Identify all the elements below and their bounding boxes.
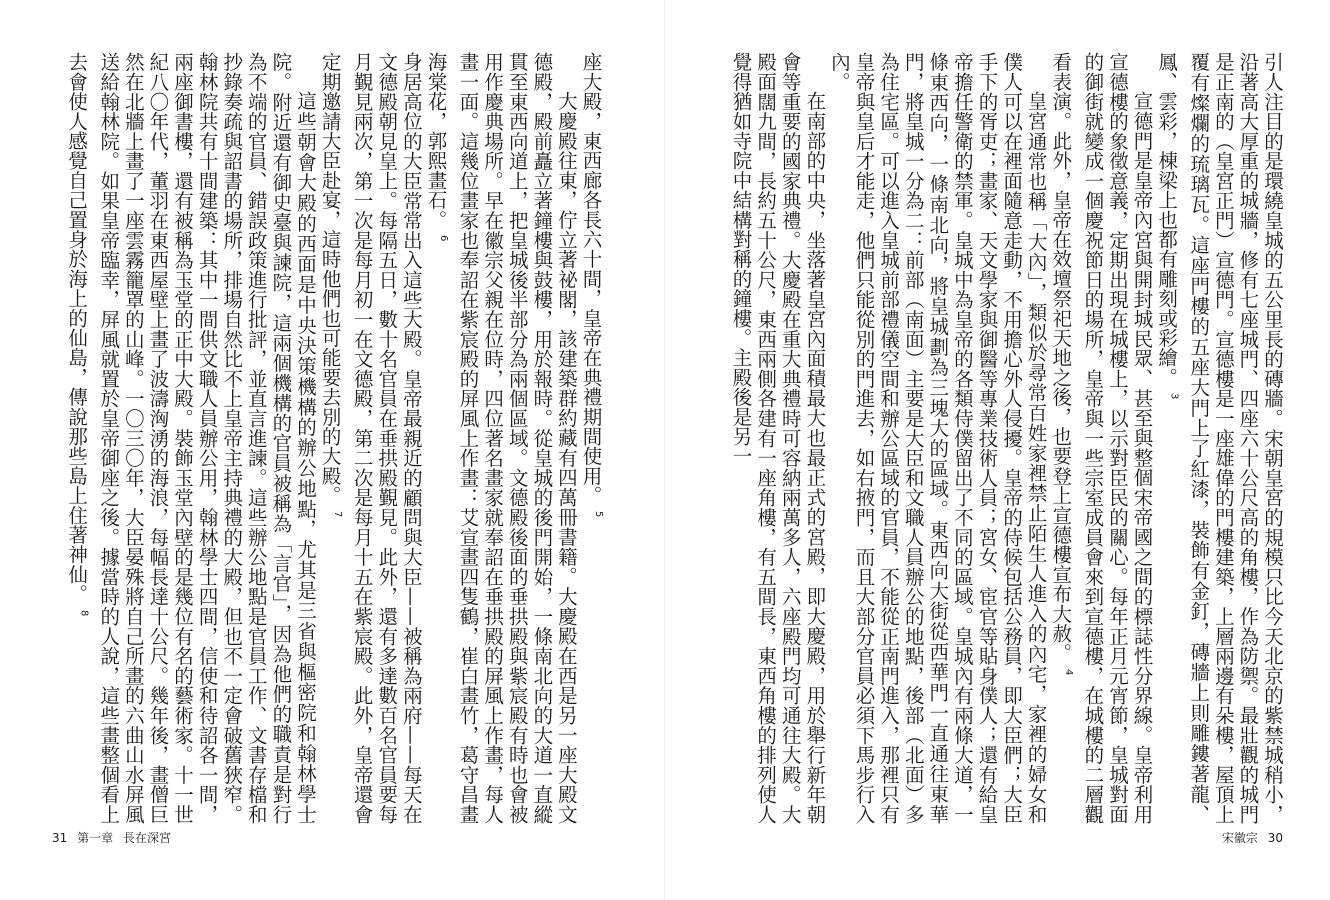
chapter-label: 第一章 [77, 831, 114, 845]
left-page [0, 0, 664, 900]
footnote-marker[interactable]: 4 [1062, 668, 1074, 676]
footnote-marker[interactable]: 6 [437, 235, 449, 242]
footnote-marker[interactable]: 5 [593, 511, 604, 518]
left-page-text [65, 52, 610, 824]
chapter-title: 長在深宮 [122, 831, 171, 845]
footnote-marker[interactable]: 8 [78, 609, 90, 617]
paragraph: 宣德門是皇帝內宮與開封城民眾、甚至與整個宋帝國之間的標誌性分界線。皇帝利用宣德樓的象徵意義，定期出現在城樓上，以示對臣民的關心。每年正月元宵節，皇城對面的御街就變成一個慶祝節日的場所，皇帝與一些宗室成員會來到宣德樓，在城樓的二層觀看表演。此外，皇帝在效壇祭祀天地之後，也要登上宣德樓宣布大赦。$^4$ [1049, 52, 1154, 824]
book-title: 宋徽宗 [1221, 831, 1258, 845]
footnote-marker[interactable]: 7 [332, 511, 344, 518]
paragraph: 這些朝會大殿的西面是中央決策機構的辦公地點，尤其是三省與樞密院和翰林學士院。附近還有御史臺與諫院，這兩個機構的官員被稱為「言官」，因為他們的職責是對行為不端的官員、錯誤政策進行批評，並直言進諫。這些辦公地點是官員工作、文書存檔和抄錄奏疏與詔書的場所，排場自然比不上皇帝主持典禮的大殿，但也不一定會破舊狹窄。翰林院共有十間建築：其中一間供文職人員辦公用，翰林學士四間，信使和待詔各一間，兩座御書樓，還有被稱為玉堂的正中大殿。裝飾玉堂內壁的是幾位有名的藝術家。十一世紀八〇年代，董羽在東西屋壁上畫了波濤洶湧的海浪，每幅長達十公尺。幾年後，畫僧巨然在北牆上畫了一座雲霧籠罩的山峰。一〇三〇年，大臣晏殊將自己所畫的六曲山水屏風送給翰林院。如果皇帝臨幸，屏風就置於皇帝御座之後。據當時的人說，這些畫整個看上去會使人感覺自己置身於海上的仙島，傳說那些島上住著神仙。$^8$ [65, 52, 317, 824]
paragraph: 座大殿，東西廊各長六十間，皇帝在典禮期間使用。$^5$ [579, 52, 604, 518]
right-page-text [729, 52, 1284, 824]
right-page [666, 0, 1330, 900]
paragraph: 引人注目的是環繞皇城的五公里長的磚牆。宋朝皇宮的規模只比今天北京的紫禁城稍小，沿著高大厚重的城牆，修有七座城門、四座六十公尺高的角樓，作為防禦。最壯觀的城門是正南的（皇宮正門）宣德門。宣德樓是一座雄偉的門樓建築，上層兩邊有朵樓，屋頂上覆有燦爛的琉璃瓦。這座門樓的五座大門上了紅漆，裝飾有金釘，磚牆上則雕鏤著龍、鳳、雲彩，棟梁上也都有雕刻或彩繪。$^3$ [1155, 52, 1284, 824]
page-footer [1216, 829, 1283, 846]
footnote-marker[interactable]: 3 [1168, 392, 1180, 400]
paragraph: 大慶殿往東，佇立著祕閣，該建築群約藏有四萬冊書籍。大慶殿在西是另一座大殿文德殿，殿前矗立著鐘樓與鼓樓，用於報時。從皇城的後門開始，一條南北向的大道一直縱貫至東西向道上，把皇城後半部分為兩個區域。文德殿後面的垂拱殿與紫宸殿有時也會被用作慶典場所。早在徽宗父親在位時，四位著名畫家就奉詔在垂拱殿的屏風上作畫，每人畫一面。這幾位畫家也奉詔在紫宸殿的屏風上作畫：艾宣畫四隻鶴，崔白畫竹，葛守昌畫海棠花，郭熙畫石。$^6$ [424, 52, 578, 824]
page-number: 31 [52, 831, 68, 845]
paragraph: 身居高位的大臣常常出入這些大殿。皇帝最親近的顧問與大臣——被稱為兩府——每天在文德殿朝見皇上。每隔五日，數十名官員在垂拱殿覲見。此外，還有多達數百名官員要每月覲見兩次，第一次是每月初一在文德殿，第二次是每月十五在紫宸殿。此外，皇帝還會定期邀請大臣赴宴，這時他們也可能要去別的大殿。$^7$ [318, 52, 423, 824]
page-number: 30 [1267, 831, 1283, 845]
book-gutter [664, 0, 665, 900]
paragraph: 在南部的中央，坐落著皇宮內面積最大也最正式的宮殿，即大慶殿，用於舉行新年朝會等重要的國家典禮。大慶殿在重大典禮時可容納兩萬多人，六座殿門均可通往大殿。大殿面闊九間，長約五十公尺，東西兩側各建有一座角樓，有五間長，東西角樓的排列使人覺得猶如寺院中結構對稱的鐘樓。主殿後是另一 [729, 52, 827, 824]
page-footer [52, 829, 177, 846]
paragraph: 皇宮通常也稱「大內」，類似於尋常百姓家裡禁止陌生人進入的內宅，家裡的婦女和僕人可以在裡面隨意走動，不用擔心外人侵擾。皇帝的侍候包括公務員，即大臣們；大臣手下的胥吏；畫家、天文學家與御醫等專業技術人員；宮女、宦官等貼身僕人；還有給皇帝擔任警衛的禁軍。皇城中為皇帝的各類侍僕留出了不同的區域。皇城內有兩條大道，一條東西向，一條南北向，將皇城劃為三塊大的區域。東西向大街從西華門一直通往東華門，將皇城一分為二：前部（南面）主要是大臣和文職人員辦公的地點，後部（北面）多為住宅區。可以進入皇城前部禮儀空間和辦公區域的官員，不能從正南門進入，那裡只有皇帝與皇后才能走，他們只能從別的門進去，如右掖門，而且大部分官員必須下馬步行入內。 [827, 52, 1048, 824]
